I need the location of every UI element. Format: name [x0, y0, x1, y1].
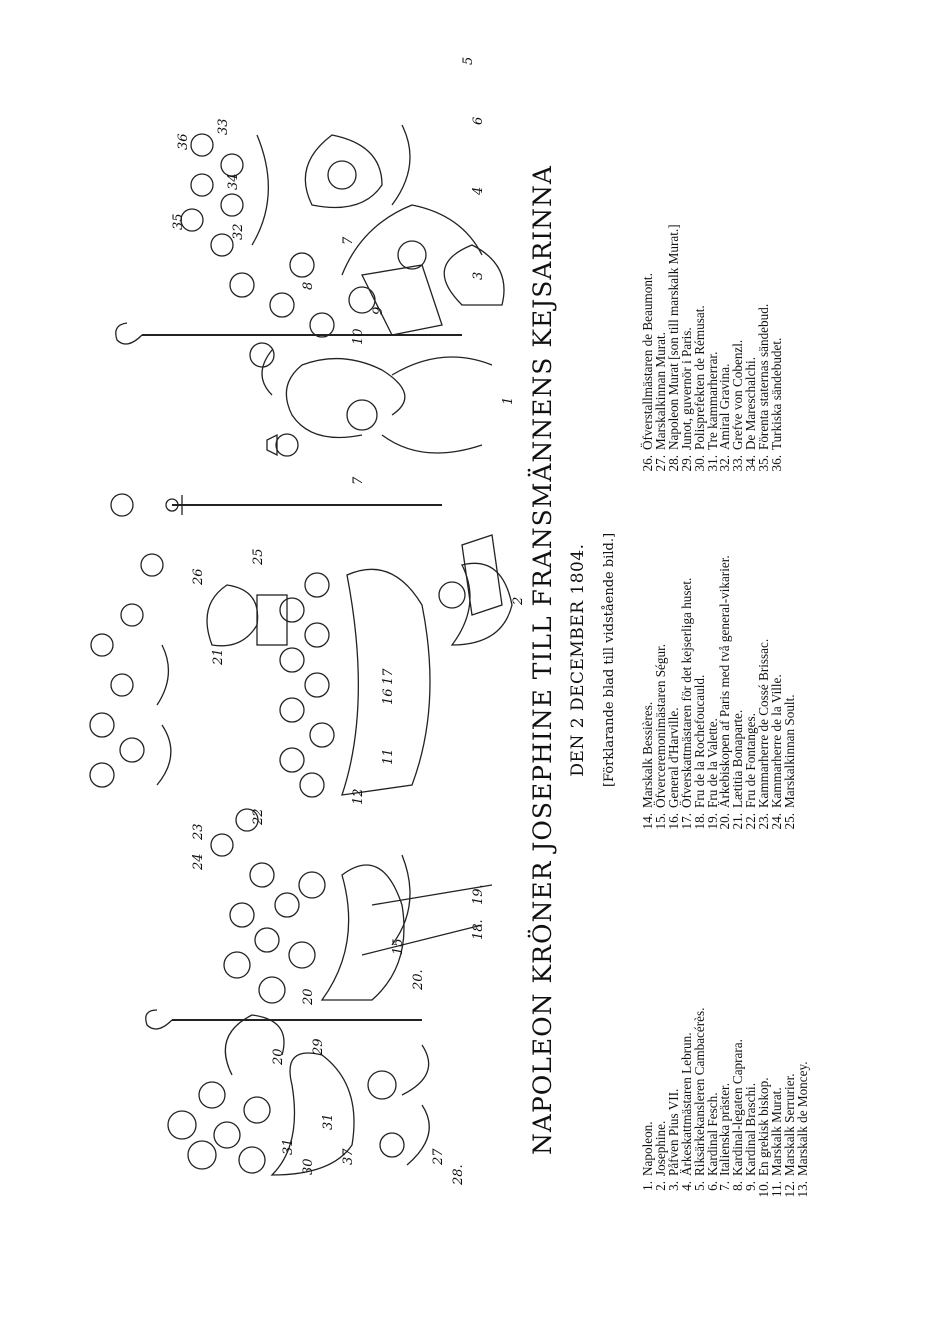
svg-text:22: 22 — [251, 808, 266, 825]
svg-text:7: 7 — [341, 236, 356, 245]
svg-text:25: 25 — [251, 548, 266, 565]
svg-text:17: 17 — [381, 668, 396, 685]
page-title: NAPOLEON KRÖNER JOSEPHINE TILL FRANSMÄNNENS KEJSARINNA — [528, 165, 557, 1155]
legend-item: 21.Lætitia Bonaparte. — [730, 709, 746, 830]
legend-item: 25.Marskalkinnan Soult. — [781, 694, 797, 830]
svg-text:20.: 20. — [411, 969, 426, 990]
legend-item: 32.Amiral Gravina. — [717, 363, 733, 472]
svg-text:1: 1 — [501, 396, 516, 405]
legend-column-3 — [642, 119, 784, 479]
legend-item: 16.General d'Harville. — [665, 707, 681, 830]
svg-text:34: 34 — [226, 173, 241, 190]
legend-item: 17.Öfverskattmästaren för det kejserliga huset. — [678, 577, 694, 830]
legend-item: 27.Marskalkinnan Murat. — [652, 332, 668, 472]
svg-text:37: 37 — [341, 1148, 356, 1165]
svg-text:9: 9 — [371, 306, 386, 315]
svg-text:31: 31 — [321, 1113, 336, 1130]
date-subtitle: DEN 2 DECEMBER 1804. — [568, 543, 588, 777]
legend-item: 7.Italienska präster. — [717, 1082, 733, 1191]
legend-item: 12.Marskalk Serrurier. — [781, 1073, 797, 1198]
legend-item: 34.De Mareschalchi. — [743, 356, 759, 472]
legend-item: 11.Marskalk Murat. — [769, 1087, 785, 1197]
svg-text:33: 33 — [216, 118, 231, 135]
legend-item: 23.Kammarherre de Cossé Brissac. — [756, 638, 772, 830]
svg-text:26: 26 — [191, 568, 206, 585]
svg-text:28.: 28. — [451, 1164, 466, 1185]
svg-text:16: 16 — [381, 688, 396, 705]
legend-item: 18.Fru de la Rochefoucauld. — [691, 674, 707, 830]
legend-item: 10.En grekisk biskop. — [756, 1077, 772, 1198]
svg-text:21: 21 — [211, 648, 226, 665]
svg-text:19.: 19. — [471, 884, 486, 905]
svg-text:24: 24 — [191, 853, 206, 870]
coronation-line-drawing — [62, 56, 532, 1205]
legend-item: 9.Kardinal Braschi. — [743, 1082, 759, 1191]
legend-item: 2.Josephine. — [652, 1120, 668, 1191]
svg-text:3: 3 — [471, 271, 486, 280]
svg-text:12: 12 — [351, 788, 366, 805]
legend-item: 19.Fru de la Valette. — [704, 718, 720, 830]
right-group — [181, 125, 410, 256]
legend-item: 33.Grefve von Cobenzl. — [730, 339, 746, 472]
coronation-illustration — [62, 56, 532, 1205]
center-left-group — [211, 809, 492, 1003]
legend-item: 20.Ärkebiskopen af Paris med två general-vikarier. — [717, 555, 733, 830]
svg-text:20: 20 — [301, 988, 316, 1005]
legend-item: 8.Kardinal-legaten Caprara. — [730, 1039, 746, 1191]
legend-item: 6.Kardinal Fesch. — [704, 1092, 720, 1191]
svg-text:29: 29 — [311, 1038, 326, 1055]
legend-item: 15.Öfverceremonimästaren Ségur. — [652, 643, 668, 830]
legend-item: 14.Marskalk Bessières. — [640, 701, 655, 830]
legend-item: 30.Polisprefekten de Rémusat. — [691, 305, 707, 472]
figure-labels — [171, 57, 526, 1186]
svg-text:11: 11 — [381, 748, 396, 765]
center-group — [207, 535, 512, 797]
napoleon-figure — [262, 350, 492, 456]
legend-item: 29.Junot, guvernör i Paris. — [678, 327, 694, 472]
legend-item: 22.Fru de Fontanges. — [743, 713, 759, 830]
left-group — [168, 1015, 429, 1175]
svg-text:27: 27 — [431, 1148, 446, 1165]
legend-item: 35.Förenta staternas sändebud. — [756, 303, 772, 472]
svg-text:32: 32 — [231, 223, 246, 240]
legend-item: 3.Påfven Pius VII. — [665, 1088, 681, 1191]
svg-text:2: 2 — [511, 596, 526, 605]
svg-text:20: 20 — [271, 1048, 286, 1065]
svg-text:23: 23 — [191, 823, 206, 840]
legend-item: 36.Turkiska sändebudet. — [769, 337, 785, 472]
legend-item: 13.Marskalk de Moncey. — [794, 1061, 810, 1198]
rotated-sheet — [62, 56, 882, 1235]
svg-text:10: 10 — [351, 328, 366, 345]
svg-text:30: 30 — [301, 1158, 316, 1175]
legend-item: 26.Öfverstallmästaren de Beaumont. — [640, 273, 655, 472]
legend-item: 28.Napoleon Murat [son till marskalk Murat.] — [665, 224, 681, 472]
svg-text:18.: 18. — [471, 919, 486, 940]
legend-item: 5.Riksärkekansleren Cambacérès. — [691, 1007, 707, 1191]
svg-text:7: 7 — [351, 476, 366, 485]
svg-text:35: 35 — [171, 213, 186, 230]
legend-item: 1.Napoleon. — [640, 1121, 655, 1191]
legend-item: 4.Ärkeskattmästaren Lebrun. — [678, 1032, 694, 1191]
svg-text:6: 6 — [471, 116, 486, 125]
gallery-heads — [90, 494, 171, 787]
legend-column-2 — [642, 497, 797, 837]
legend-column-1 — [642, 915, 810, 1205]
svg-text:36: 36 — [176, 133, 191, 150]
svg-text:31: 31 — [281, 1138, 296, 1155]
legend-item: 31.Tre kammarherrar. — [704, 351, 720, 472]
svg-text:15: 15 — [391, 938, 406, 955]
explanatory-note: [Förklarande blad till vidstående bild.] — [602, 532, 617, 788]
svg-text:5: 5 — [461, 56, 476, 65]
legend-item: 24.Kammarherre de la Ville. — [769, 674, 785, 830]
svg-text:4: 4 — [471, 186, 486, 195]
svg-text:8: 8 — [301, 281, 316, 290]
